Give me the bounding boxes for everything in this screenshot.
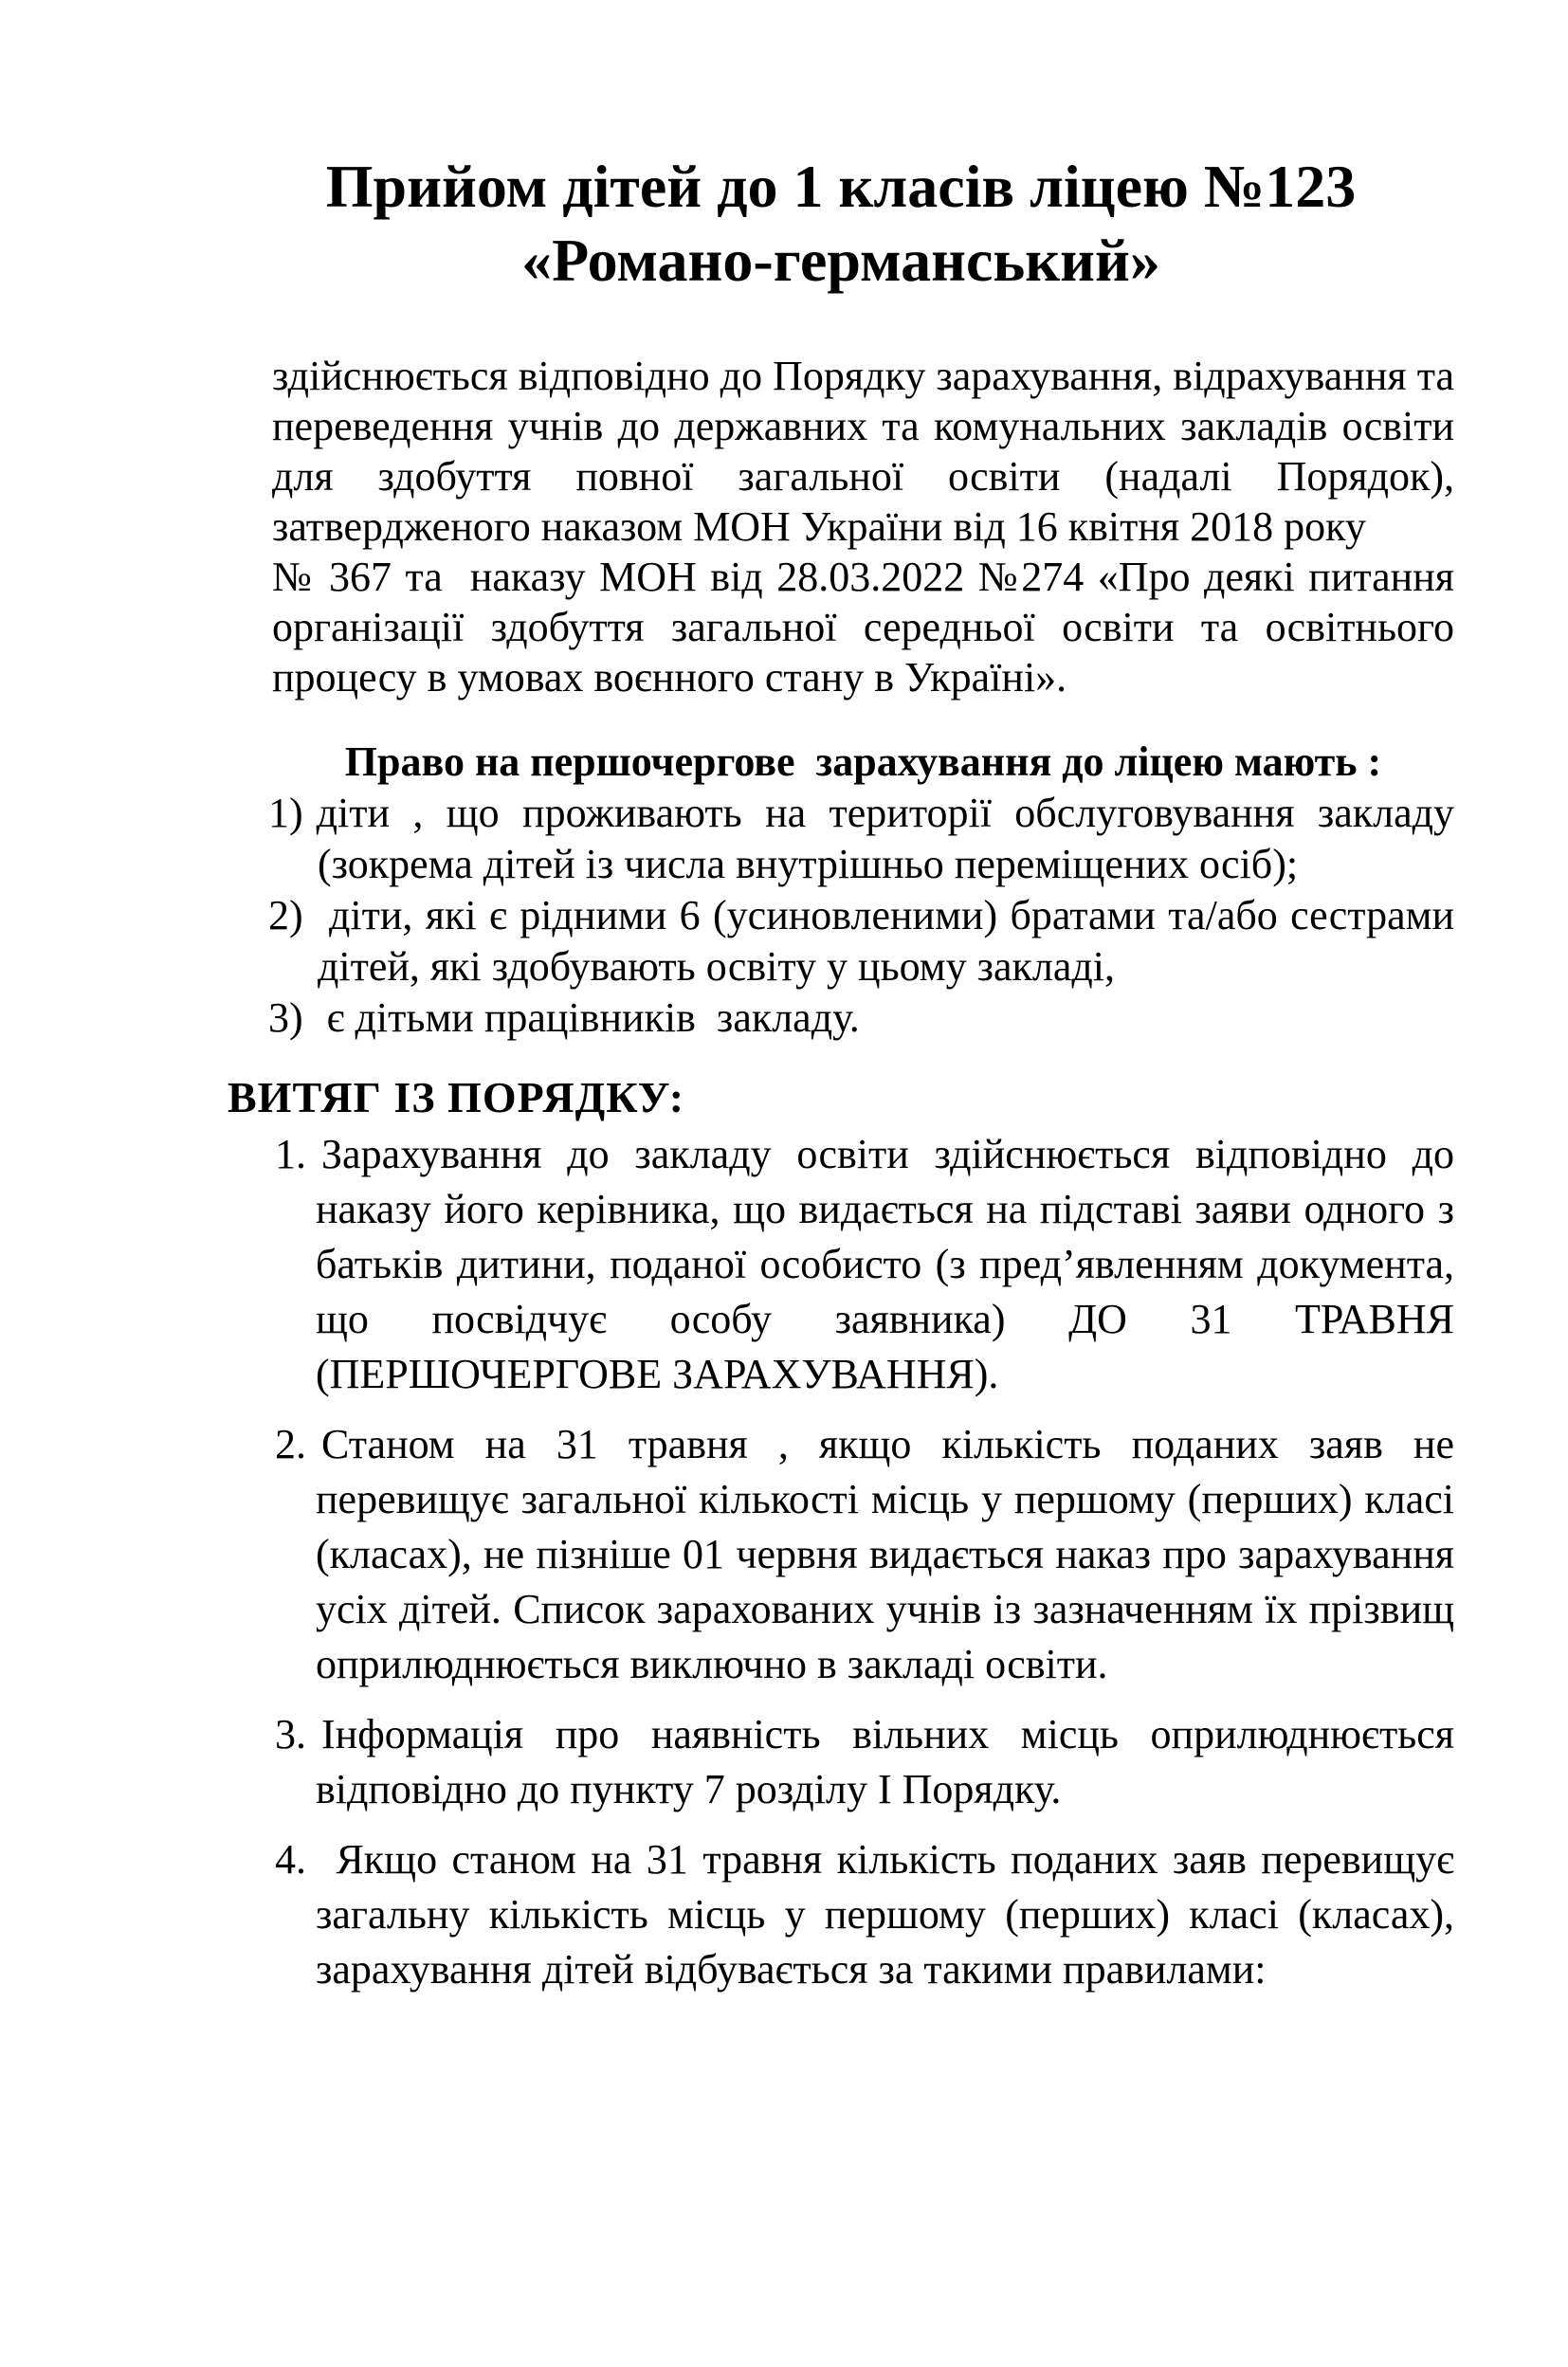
list-item-marker: 3) [268, 994, 303, 1041]
priority-list-item [268, 992, 1454, 1044]
list-item-marker: 2. [275, 1421, 306, 1467]
list-item-text: Інформація про наявність вільних місць оприлюднюється відповідно до пункту 7 розділу І Порядку. [316, 1711, 1454, 1812]
list-item-text: діти , що проживають на території обслуговування закладу (зокрема дітей із числа внутрішньо переміщених осіб); [316, 790, 1454, 887]
list-item-text: діти, які є рідними 6 (усиновленими) братами та/або сестрами дітей, які здобувають освіту у цьому закладі, [316, 892, 1454, 990]
extract-list-item [275, 1417, 1454, 1692]
list-item-marker: 1. [275, 1131, 306, 1177]
list-item-marker: 2) [268, 892, 303, 938]
list-item-marker: 4. [275, 1836, 306, 1883]
priority-list-item [268, 890, 1454, 992]
list-item-marker: 3. [275, 1711, 306, 1757]
page-title-line1: Прийом дітей до 1 класів ліцею №123 [325, 153, 1357, 220]
extract-heading: ВИТЯГ ІЗ ПОРЯДКУ: [228, 1073, 685, 1121]
list-item-marker: 1) [268, 790, 303, 836]
extract-list [275, 1127, 1454, 1997]
list-item-text: Станом на 31 травня , якщо кількість поданих заяв не перевищує загальної кількості місць у першому (перших) класі (класах), не пізніше 01 червня видається наказ про зарахування усіх дітей. Список зарахованих учнів із зазначенням їх прізвищ оприлюднюється виключно в закладі освіти. [316, 1421, 1454, 1687]
extract-list-item [275, 1707, 1454, 1817]
intro-paragraph-2: № 367 та наказу МОН від 28.03.2022 №274 «Про деякі питання організації здобуття загальної середньої освіти та освітнього процесу в умовах воєнного стану в Україні». [272, 554, 1454, 701]
priority-list-item [268, 788, 1454, 890]
extract-list-item [275, 1127, 1454, 1402]
intro-paragraph-1: здійснюється відповідно до Порядку зарахування, відрахування та переведення учнів до державних та комунальних закладів освіти для здобуття повної загальної освіти (надалі Порядок), затвердженого наказом МОН України від 16 квітня 2018 року [272, 353, 1454, 550]
list-item-text: є дітьми працівників закладу. [316, 994, 860, 1041]
priority-list [268, 788, 1454, 1044]
list-item-text: Зарахування до закладу освіти здійснюється відповідно до наказу його керівника, що видається на підставі заяви одного з батьків дитини, поданої особисто (з пред’явленням документа, що посвідчує особу заявника) ДО 31 ТРАВНЯ (ПЕРШОЧЕРГОВЕ ЗАРАХУВАННЯ). [316, 1131, 1454, 1397]
extract-list-item [275, 1832, 1454, 1997]
page-title-line2: «Романо-германський» [521, 227, 1160, 294]
priority-heading: Право на першочергове зарахування до ліцею мають : [344, 738, 1382, 785]
page-title [228, 150, 1454, 298]
document-page [0, 150, 1568, 2367]
list-item-text: Якщо станом на 31 травня кількість поданих заяв перевищує загальну кількість місць у першому (перших) класі (класах), зарахування дітей відбувається за такими правилами: [316, 1836, 1454, 1993]
